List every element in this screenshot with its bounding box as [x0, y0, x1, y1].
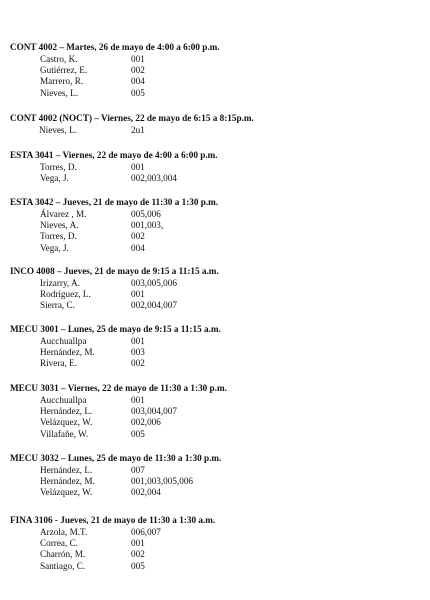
- professor-name: Santiago, C.: [40, 560, 86, 571]
- professor-name: Hernández, M.: [40, 347, 95, 358]
- list-item: [10, 54, 425, 65]
- exam-section-esta-3042: [10, 197, 425, 254]
- professor-name: Torres, D.: [40, 162, 77, 172]
- list-item: [10, 125, 425, 136]
- list-item: [10, 347, 425, 358]
- section-numbers: 2u1: [131, 125, 145, 135]
- exam-section-mecu-3001: [10, 324, 425, 370]
- professor-name: Vega, J.: [40, 242, 69, 253]
- section-numbers: 001: [131, 538, 145, 549]
- professor-name: Hernández, L.: [40, 465, 93, 475]
- exam-section-esta-3041: [10, 150, 425, 184]
- list-item: [10, 65, 425, 76]
- list-item: [10, 538, 425, 549]
- professor-list: [10, 125, 425, 136]
- section-numbers: 002: [131, 65, 145, 76]
- professor-name: Hernández, L.: [40, 406, 93, 417]
- exam-section-inco-4008: [10, 266, 425, 312]
- professor-name: Castro, K.: [40, 54, 78, 64]
- professor-name: Aucchuallpa: [40, 336, 87, 346]
- section-numbers: 005: [131, 560, 145, 571]
- list-item: [10, 336, 425, 347]
- professor-name: Velázquez, W.: [40, 487, 93, 498]
- professor-name: Gutiérrez, E.: [40, 65, 88, 76]
- professor-name: Nieves, L.: [39, 125, 78, 135]
- professor-list: [10, 162, 425, 184]
- professor-list: [10, 465, 425, 499]
- section-numbers: 002: [131, 549, 145, 560]
- professor-list: [10, 336, 425, 370]
- professor-list: [10, 278, 425, 312]
- professor-name: Irizarry, A.: [40, 278, 80, 288]
- section-numbers: 002,003,004: [131, 173, 177, 184]
- list-item: [10, 429, 425, 440]
- section-numbers: 007: [131, 465, 145, 475]
- professor-name: Álvarez , M.: [40, 209, 87, 219]
- list-item: [10, 231, 425, 242]
- section-numbers: 003,004,007: [131, 406, 177, 417]
- section-heading: CONT 4002 (NOCT) – Viernes, 22 de mayo de 6:15 a 8:15p.m.: [10, 113, 254, 123]
- professor-name: Nieves, A.: [40, 220, 79, 231]
- professor-list: [10, 54, 425, 99]
- section-numbers: 003,005,006: [131, 278, 177, 288]
- section-numbers: 002: [131, 231, 145, 242]
- professor-name: Villafañe, W.: [40, 428, 89, 439]
- list-item: [10, 88, 425, 99]
- professor-name: Rivera, E.: [40, 358, 77, 369]
- section-numbers: 001: [131, 336, 145, 346]
- section-numbers: 001,003,005,006: [131, 476, 194, 487]
- section-heading: ESTA 3041 – Viernes, 22 de mayo de 4:00 a 6:00 p.m.: [10, 150, 218, 160]
- list-item: [10, 476, 425, 487]
- section-numbers: 002,006: [131, 417, 161, 428]
- professor-name: Charrón, M.: [40, 549, 86, 560]
- list-item: [10, 209, 425, 220]
- section-numbers: 005: [131, 428, 145, 439]
- list-item: [10, 173, 425, 184]
- section-heading: ESTA 3042 – Jueves, 21 de mayo de 11:30 a 1:30 p.m.: [10, 197, 219, 207]
- section-heading: CONT 4002 – Martes, 26 de mayo de 4:00 a 6:00 p.m.: [10, 42, 220, 52]
- section-heading: FINA 3106 - Jueves, 21 de mayo de 11:30 a 1:30 a.m.: [10, 515, 216, 525]
- exam-section-cont-4002-noct: [10, 113, 425, 136]
- section-numbers: 004: [131, 76, 145, 87]
- professor-name: Vega, J.: [40, 173, 69, 184]
- list-item: [10, 395, 425, 406]
- professor-list: [10, 527, 425, 572]
- section-numbers: 006,007: [131, 527, 161, 537]
- list-item: [10, 76, 425, 87]
- professor-name: Aucchuallpa: [40, 395, 87, 405]
- professor-name: Velázquez, W.: [40, 417, 93, 428]
- exam-section-mecu-3031: [10, 383, 425, 440]
- professor-name: Rodríguez, L.: [40, 289, 91, 300]
- list-item: [10, 406, 425, 417]
- section-heading: MECU 3001 – Lunes, 25 de mayo de 9:15 a 11:15 a.m.: [10, 324, 221, 334]
- list-item: [10, 549, 425, 560]
- section-numbers: 003: [131, 347, 145, 358]
- section-numbers: 002,004,007: [131, 300, 177, 311]
- section-numbers: 001: [131, 395, 145, 405]
- list-item: [10, 220, 425, 231]
- section-numbers: 005,006: [131, 209, 161, 219]
- list-item: [10, 487, 425, 498]
- professor-name: Torres, D.: [40, 231, 77, 242]
- list-item: [10, 278, 425, 289]
- professor-name: Marrero, R.: [40, 76, 84, 87]
- professor-name: Arzola, M.T.: [40, 527, 88, 537]
- list-item: [10, 527, 425, 538]
- list-item: [10, 465, 425, 476]
- exam-section-fina-3106: [10, 515, 425, 572]
- professor-name: Correa, C.: [40, 538, 79, 549]
- list-item: [10, 289, 425, 300]
- list-item: [10, 358, 425, 369]
- professor-list: [10, 209, 425, 254]
- list-item: [10, 243, 425, 254]
- section-numbers: 002,004: [131, 487, 161, 498]
- exam-section-cont-4002: [10, 42, 425, 99]
- section-numbers: 002: [131, 358, 145, 369]
- section-numbers: 005: [131, 87, 145, 98]
- professor-name: Hernández, M.: [40, 476, 95, 487]
- list-item: [10, 162, 425, 173]
- section-numbers: 001,003,: [131, 220, 164, 231]
- section-numbers: 001: [131, 289, 145, 300]
- section-heading: MECU 3031 – Viernes, 22 de mayo de 11:30 a 1:30 p.m.: [10, 383, 227, 393]
- list-item: [10, 561, 425, 572]
- section-numbers: 001: [131, 54, 145, 64]
- section-heading: INCO 4008 – Jueves, 21 de mayo de 9:15 a 11:15 a.m.: [10, 266, 219, 276]
- section-numbers: 001: [131, 162, 145, 172]
- professor-list: [10, 395, 425, 440]
- list-item: [10, 300, 425, 311]
- exam-section-mecu-3032: [10, 453, 425, 499]
- section-numbers: 004: [131, 242, 145, 253]
- professor-name: Nieves, L.: [40, 87, 79, 98]
- section-heading: MECU 3032 – Lunes, 25 de mayo de 11:30 a 1:30 p.m.: [10, 453, 222, 463]
- list-item: [10, 417, 425, 428]
- professor-name: Sierra, C.: [40, 300, 75, 311]
